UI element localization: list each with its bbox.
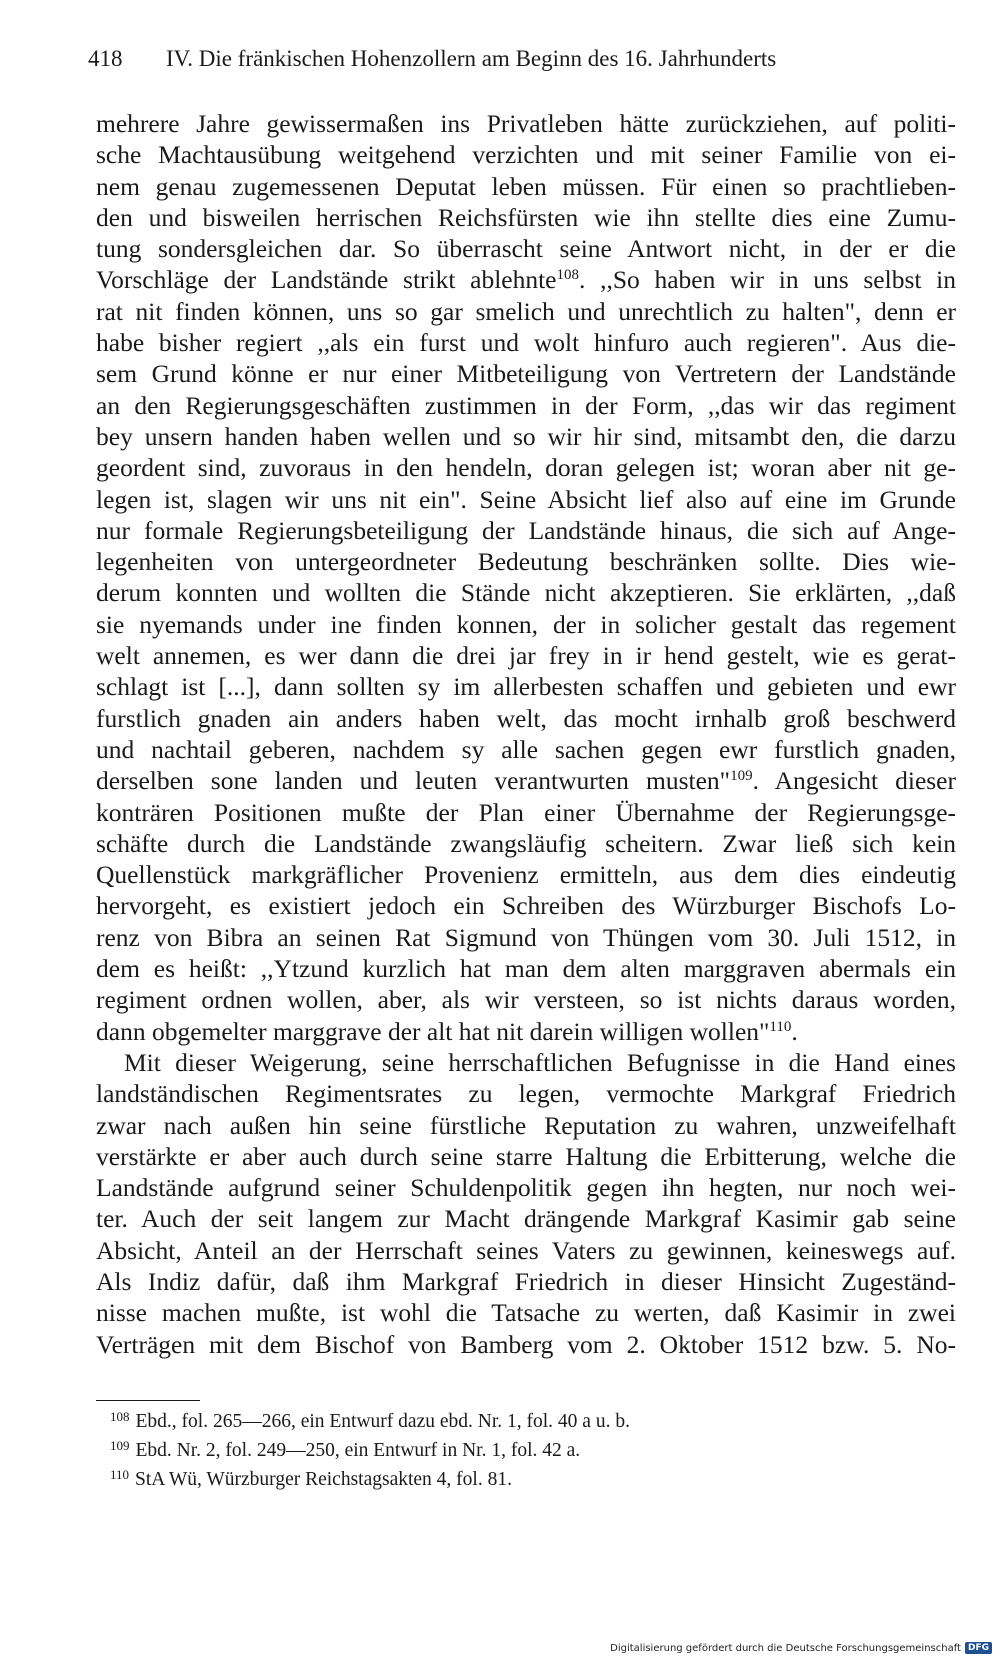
text-line: dem es heißt: ,,Ytzund kurzlich hat man dem alten marggraven abermals ein: [96, 954, 956, 984]
text-line: geordent sind, zuvoraus in den hendeln, doran gelegen ist; woran aber nit ge-: [96, 453, 956, 483]
text-line: konträren Positionen mußte der Plan einer Übernahme der Regierungsge-: [96, 797, 956, 827]
text-line: ter. Auch der seit langem zur Macht drängende Markgraf Kasimir gab seine: [96, 1204, 956, 1234]
footnote-number: 110: [110, 1467, 130, 1482]
text-line: welt annemen, es wer dann die drei jar frey in ir hend gestelt, wie es gerat-: [96, 641, 956, 671]
running-header: [88, 46, 900, 72]
text-line: Mit dieser Weigerung, seine herrschaftlichen Befugnisse in die Hand eines: [124, 1047, 956, 1077]
footnote-text: StA Wü, Würzburger Reichstagsakten 4, fol. 81.: [135, 1469, 512, 1490]
text-line: habe bisher regiert ,,als ein furst und wolt hinfuro auch regieren". Aus die-: [96, 328, 956, 358]
paragraph-1: [96, 108, 956, 1047]
footnote-number: 108: [110, 1409, 130, 1424]
text-line: nem genau zugemessenen Deputat leben müssen. Für einen so prachtlieben-: [96, 171, 956, 201]
text-line: landständischen Regimentsrates zu legen, vermochte Markgraf Friedrich: [96, 1079, 956, 1109]
text-line: legen ist, slagen wir uns nit ein". Seine Absicht lief also auf eine im Grunde: [96, 484, 956, 514]
footnote-109: [110, 1434, 870, 1463]
digitization-credit: [610, 1642, 992, 1654]
footnote-number: 109: [110, 1438, 130, 1453]
footnote-marker: 109: [730, 768, 753, 785]
text-line: Quellenstück markgräflicher Provenienz ermitteln, aus dem dies eindeutig: [96, 860, 956, 890]
text-line: derum konnten und wollten die Stände nicht akzeptieren. Sie erklärten, ,,daß: [96, 578, 956, 608]
footnote-marker: 110: [769, 1018, 792, 1035]
footnote-108: [110, 1405, 870, 1434]
text-line: schlagt ist [...], dann sollten sy im allerbesten schaffen und gebieten und ewr: [96, 672, 956, 702]
text-line: mehrere Jahre gewissermaßen ins Privatleben hätte zurückziehen, auf politi-: [96, 109, 956, 138]
footnote-text: Ebd., fol. 265—266, ein Entwurf dazu ebd. Nr. 1, fol. 40 a u. b.: [135, 1411, 630, 1432]
footnote-marker: 108: [556, 267, 580, 284]
running-title: IV. Die fränkischen Hohenzollern am Beginn des 16. Jahrhunderts: [166, 46, 777, 71]
page-number: 418: [88, 46, 123, 71]
text-line: Absicht, Anteil an der Herrschaft seines Vaters zu gewinnen, keineswegs auf.: [96, 1235, 956, 1265]
text-line: bey unsern handen haben wellen und so wir hir sind, mitsambt den, die darzu: [96, 421, 956, 451]
footnote-110: [110, 1463, 870, 1492]
text-line: den und bisweilen herrischen Reichsfürsten wie ihn stellte dies eine Zumu-: [96, 202, 956, 232]
text-line: renz von Bibra an seinen Rat Sigmund von Thüngen vom 30. Juli 1512, in: [96, 922, 956, 952]
text-line: nur formale Regierungsbeteiligung der Landstände hinaus, die sich auf Ange-: [96, 515, 956, 545]
footnotes: [110, 1405, 870, 1492]
text-line: und nachtail geberen, nachdem sy alle sachen gegen ewr furstlich gnaden,: [96, 734, 956, 764]
text-line: Verträgen mit dem Bischof von Bamberg vom 2. Oktober 1512 bzw. 5. No-: [96, 1329, 956, 1359]
footnote-text: Ebd. Nr. 2, fol. 249—250, ein Entwurf in Nr. 1, fol. 42 a.: [135, 1440, 581, 1461]
text-line: verstärkte er aber auch durch seine starre Haltung die Erbitterung, welche die: [96, 1141, 956, 1171]
dfg-logo: DFG: [965, 1642, 992, 1654]
footnote-rule: [96, 1400, 200, 1401]
text-line: an den Regierungsgeschäften zustimmen in der Form, ,,das wir das regiment: [96, 390, 956, 420]
text-line: Landstände aufgrund seiner Schuldenpolitik gegen ihn hegten, nur noch wei-: [96, 1173, 956, 1203]
text-line: sche Machtausübung weitgehend verzichten und mit seiner Familie von ei-: [96, 140, 956, 170]
text-line: derselben sone landen und leuten verantwurten musten"$^{109}$. Angesicht dieser: [96, 766, 956, 796]
text-line: sie nyemands under ine finden konnen, der in solicher gestalt das regement: [96, 609, 956, 639]
text-line: Als Indiz dafür, daß ihm Markgraf Friedrich in dieser Hinsicht Zugeständ-: [96, 1266, 956, 1296]
text-line: schäfte durch die Landstände zwangsläufig scheitern. Zwar ließ sich kein: [96, 828, 956, 858]
text-line: dann obgemelter marggrave der alt hat nit darein willigen wollen"$^{110}$.: [96, 1016, 798, 1046]
text-line: zwar nach außen hin seine fürstliche Reputation zu wahren, unzweifelhaft: [96, 1110, 956, 1140]
text-line: furstlich gnaden ain anders haben welt, das mocht irnhalb groß beschwerd: [96, 703, 956, 733]
text-line: legenheiten von untergeordneter Bedeutung beschränken sollte. Dies wie-: [96, 547, 956, 577]
text-line: sem Grund könne er nur einer Mitbeteiligung von Vertretern der Landstände: [96, 359, 956, 389]
text-line: Vorschläge der Landstände strikt ablehnte$^{108}$. ,,So haben wir in uns selbst in: [96, 265, 956, 295]
text-line: tung sondersgleichen dar. So überrascht seine Antwort nicht, in der er die: [96, 234, 956, 264]
text-line: hervorgeht, es existiert jedoch ein Schreiben des Würzburger Bischofs Lo-: [96, 891, 956, 921]
main-text: [96, 108, 956, 1360]
text-line: nisse machen mußte, ist wohl die Tatsache zu werten, daß Kasimir in zwei: [96, 1298, 956, 1328]
paragraph-2: [96, 1047, 956, 1360]
text-line: regiment ordnen wollen, aber, als wir versteen, so ist nichts daraus worden,: [96, 985, 956, 1015]
credit-text: Digitalisierung gefördert durch die Deutsche Forschungsgemeinschaft: [610, 1642, 961, 1654]
text-line: rat nit finden können, uns so gar smelich und unrechtlich zu halten", denn er: [96, 296, 956, 326]
